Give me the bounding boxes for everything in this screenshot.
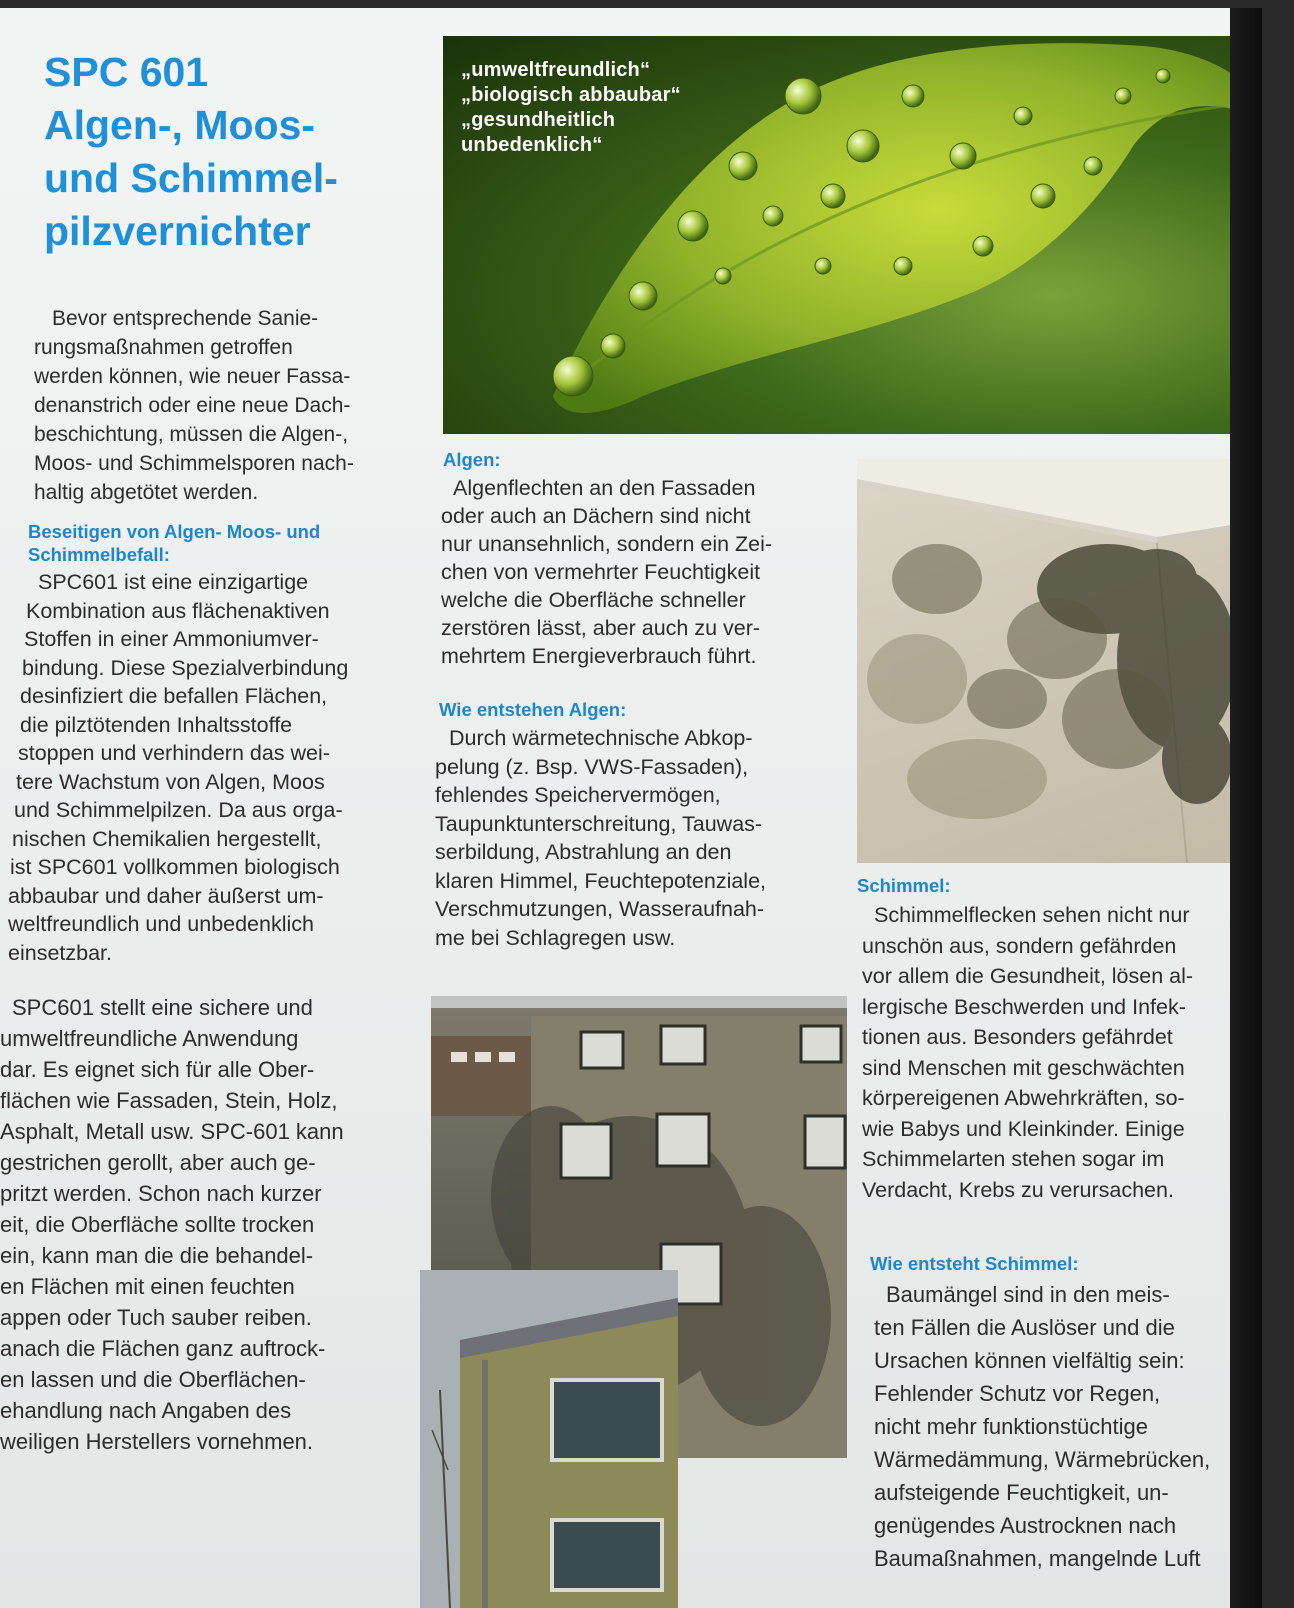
anwendung-line: ehandlung nach Angaben des xyxy=(0,1398,292,1423)
title-line: und Schimmel- xyxy=(44,155,338,201)
intro-line: beschichtung, müssen die Algen-, xyxy=(34,423,349,446)
quote-line: „biologisch abbaubar“ xyxy=(461,84,681,106)
beseitigen-line: und Schimmelpilzen. Da aus orga- xyxy=(14,798,343,822)
schimmel-line: körpereigenen Abwehrkräften, so- xyxy=(862,1086,1185,1110)
algen-paragraph xyxy=(441,474,841,670)
title-line: pilzvernichter xyxy=(44,208,311,254)
entstehen-algen-line: fehlendes Speichervermögen, xyxy=(435,783,721,807)
intro-line: rungsmaßnahmen getroffen xyxy=(34,336,293,359)
beseitigen-line: nischen Chemikalien hergestellt, xyxy=(12,826,322,851)
anwendung-line: en Flächen mit einen feuchten xyxy=(0,1274,295,1299)
beseitigen-line: einsetzbar. xyxy=(8,940,112,965)
schimmel-line: tionen aus. Besonders gefährdet xyxy=(862,1025,1173,1049)
entstehen-algen-line: Durch wärmetechnische Abkop- xyxy=(449,726,753,750)
beseitigen-line: stoppen und verhindern das wei- xyxy=(18,741,330,765)
brochure-page xyxy=(0,8,1262,1608)
entstehen-algen-line: Verschmutzungen, Wasseraufnah- xyxy=(435,897,765,921)
anwendung-line: weiligen Herstellers vornehmen. xyxy=(0,1429,314,1454)
intro-line: haltig abgetötet werden. xyxy=(34,481,259,504)
anwendung-line: umweltfreundliche Anwendung xyxy=(0,1026,299,1051)
schimmel-line: Verdacht, Krebs zu verursachen. xyxy=(862,1177,1174,1202)
page-edge-shadow xyxy=(1230,8,1262,1608)
beseitigen-line: weltfreundlich und unbedenklich xyxy=(8,912,314,936)
entstehen-algen-paragraph xyxy=(435,724,845,952)
beseitigen-paragraph xyxy=(8,568,408,967)
algen-line: welche die Oberfläche schneller xyxy=(441,588,746,612)
leaf-quotes xyxy=(461,58,681,158)
page-title xyxy=(44,46,424,258)
beseitigen-line: desinfiziert die befallen Flächen, xyxy=(20,684,328,708)
algen-line: chen von vermehrter Feuchtigkeit xyxy=(441,560,761,584)
algen-line: nur unansehnlich, sondern ein Zei- xyxy=(441,532,773,556)
entsteht-schimmel-line: nicht mehr funktionstüchtige xyxy=(874,1414,1148,1439)
beseitigen-line: die pilztötenden Inhaltsstoffe xyxy=(20,712,293,737)
anwendung-line: ein, kann man die die behandel- xyxy=(0,1243,314,1268)
algen-line: zerstören lässt, aber auch zu ver- xyxy=(441,616,761,640)
beseitigen-line: SPC601 ist eine einzigartige xyxy=(38,570,309,594)
quote-line: „gesundheitlich xyxy=(461,109,616,131)
intro-line: werden können, wie neuer Fassa- xyxy=(34,365,351,388)
quote-line: „umweltfreundlich“ xyxy=(461,59,651,81)
entsteht-schimmel-line: aufsteigende Feuchtigkeit, un- xyxy=(874,1480,1169,1505)
entstehen-algen-line: pelung (z. Bsp. VWS-Fassaden), xyxy=(435,754,749,779)
entsteht-schimmel-line: Fehlender Schutz vor Regen, xyxy=(874,1381,1161,1406)
entsteht-schimmel-line: Baumaßnahmen, mangelnde Luft xyxy=(874,1546,1201,1571)
beseitigen-line: Kombination aus flächenaktiven xyxy=(26,598,330,623)
entsteht-schimmel-line: Ursachen können vielfältig sein: xyxy=(874,1348,1185,1373)
building-illustration xyxy=(420,1270,678,1608)
algen-line: oder auch an Dächern sind nicht xyxy=(441,504,751,528)
schimmel-line: Schimmelflecken sehen nicht nur xyxy=(874,903,1190,927)
anwendung-line: en lassen und die Oberflächen- xyxy=(0,1367,306,1392)
leaf-image xyxy=(443,36,1255,434)
anwendung-line: flächen wie Fassaden, Stein, Holz, xyxy=(0,1088,338,1113)
anwendung-line: SPC601 stellt eine sichere und xyxy=(12,995,313,1020)
anwendung-line: gestrichen gerollt, aber auch ge- xyxy=(0,1150,316,1175)
mold-wall-image xyxy=(857,459,1262,863)
schimmel-line: Schimmelarten stehen sogar im xyxy=(862,1147,1165,1171)
schimmel-line: lergische Beschwerden und Infek- xyxy=(862,994,1186,1019)
title-line: SPC 601 xyxy=(44,49,209,95)
schimmel-line: unschön aus, sondern gefährden xyxy=(862,933,1177,958)
algen-heading: Algen: xyxy=(443,449,501,470)
schimmel-line: sind Menschen mit geschwächten xyxy=(862,1055,1185,1080)
entsteht-schimmel-line: Wärmedämmung, Wärmebrücken, xyxy=(874,1447,1211,1472)
entsteht-schimmel-line: ten Fällen die Auslöser und die xyxy=(874,1315,1175,1340)
anwendung-line: Asphalt, Metall usw. SPC-601 kann xyxy=(0,1119,344,1144)
beseitigen-line: ist SPC601 vollkommen biologisch xyxy=(10,855,340,879)
anwendung-line: dar. Es eignet sich für alle Ober- xyxy=(0,1057,315,1082)
algen-line: Algenflechten an den Fassaden xyxy=(453,476,756,500)
title-line: Algen-, Moos- xyxy=(44,102,316,148)
schimmel-line: wie Babys und Kleinkinder. Einige xyxy=(862,1116,1185,1141)
quote-line: unbedenklich“ xyxy=(461,134,603,156)
entsteht-schimmel-line: genügendes Austrocknen nach xyxy=(874,1513,1177,1538)
beseitigen-heading xyxy=(28,520,418,566)
intro-paragraph xyxy=(34,304,424,507)
entsteht-schimmel-line: Baumängel sind in den meis- xyxy=(886,1282,1170,1307)
beseitigen-line: abbaubar und daher äußerst um- xyxy=(8,883,324,908)
anwendung-line: pritzt werden. Schon nach kurzer xyxy=(0,1181,322,1206)
entstehen-algen-line: Taupunktunterschreitung, Tauwas- xyxy=(435,811,763,836)
mold-illustration xyxy=(857,459,1262,863)
schimmel-paragraph xyxy=(862,900,1257,1205)
entsteht-schimmel-paragraph xyxy=(874,1278,1262,1575)
intro-line: denanstrich oder eine neue Dach- xyxy=(34,394,351,417)
anwendung-line: eit, die Oberfläche sollte trocken xyxy=(0,1212,315,1237)
anwendung-line: appen oder Tuch sauber reiben. xyxy=(0,1305,312,1330)
entstehen-algen-heading: Wie entstehen Algen: xyxy=(439,699,627,720)
building-corner-image xyxy=(420,1270,678,1608)
entstehen-algen-line: klaren Himmel, Feuchtepotenziale, xyxy=(435,868,767,893)
intro-line: Bevor entsprechende Sanie- xyxy=(52,307,319,330)
entstehen-algen-line: me bei Schlagregen usw. xyxy=(435,925,676,950)
intro-line: Moos- und Schimmelsporen nach- xyxy=(34,452,354,475)
heading-line: Beseitigen von Algen- Moos- und xyxy=(28,521,321,542)
schimmel-heading: Schimmel: xyxy=(857,875,951,896)
anwendung-paragraph xyxy=(0,992,410,1457)
entstehen-algen-line: serbildung, Abstrahlung an den xyxy=(435,840,732,864)
beseitigen-line: Stoffen in einer Ammoniumver- xyxy=(24,627,319,651)
beseitigen-line: bindung. Diese Spezialverbindung xyxy=(22,655,349,680)
anwendung-line: anach die Flächen ganz auftrock- xyxy=(0,1336,326,1361)
algen-line: mehrtem Energieverbrauch führt. xyxy=(441,644,757,668)
schimmel-line: vor allem die Gesundheit, lösen al- xyxy=(862,964,1194,988)
beseitigen-line: tere Wachstum von Algen, Moos xyxy=(16,769,325,794)
entsteht-schimmel-heading: Wie entsteht Schimmel: xyxy=(870,1253,1079,1274)
heading-line: Schimmelbefall: xyxy=(28,544,170,565)
